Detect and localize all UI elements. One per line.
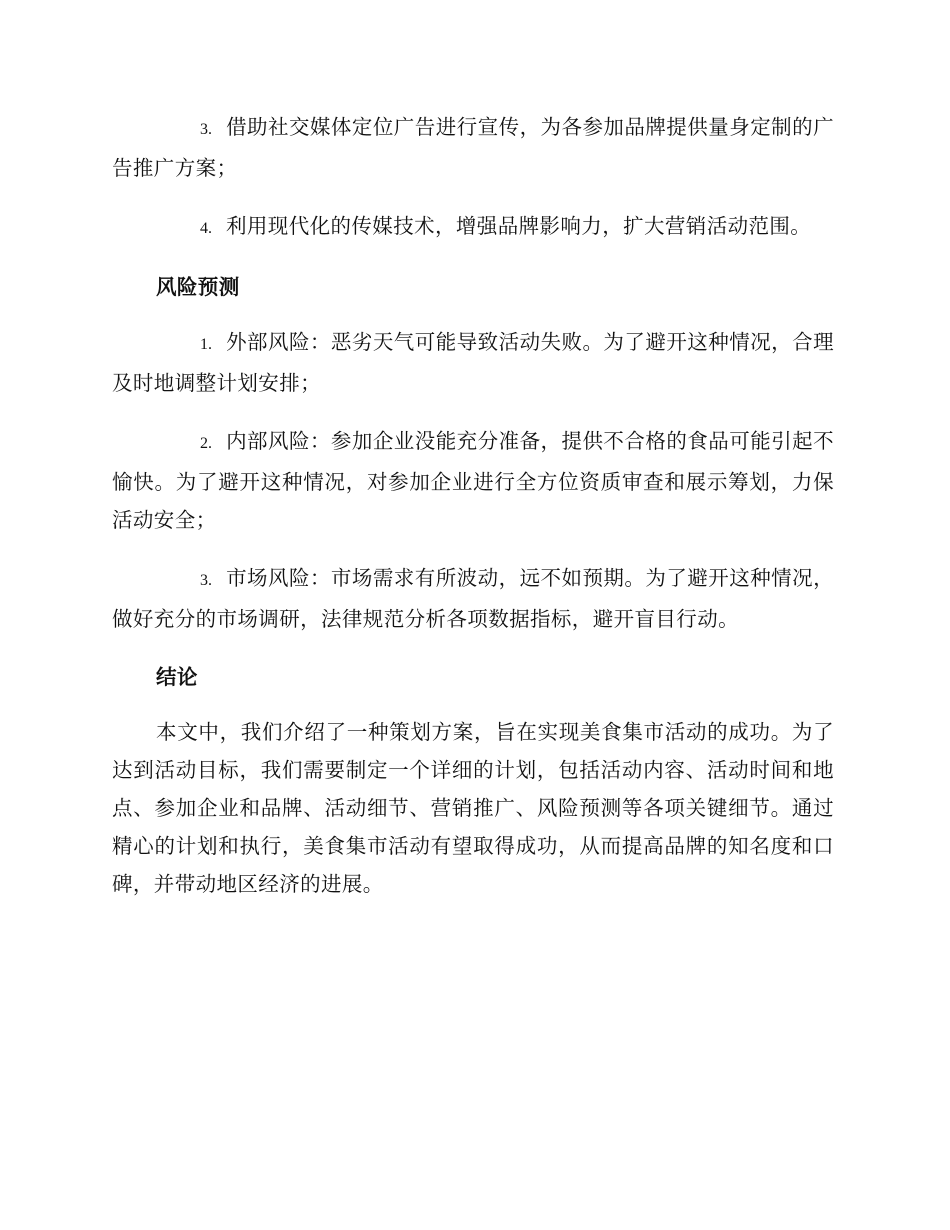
list-item-text: 外部风险：恶劣天气可能导致活动失败。为了避开这种情况，合理及时地调整计划安排； (112, 330, 834, 395)
marketing-item-3 (112, 108, 834, 187)
conclusion-paragraph: 本文中，我们介绍了一种策划方案，旨在实现美食集市活动的成功。为了达到活动目标，我们需要制定一个详细的计划，包括活动内容、活动时间和地点、参加企业和品牌、活动细节、营销推广、风险预测等各项关键细节。通过精心的计划和执行，美食集市活动有望取得成功，从而提高品牌的知名度和口碑，并带动地区经济的进展。 (112, 720, 834, 896)
risk-item-3 (112, 559, 834, 638)
list-item-text: 利用现代化的传媒技术，增强品牌影响力，扩大营销活动范围。 (226, 214, 812, 238)
risk-item-2 (112, 422, 834, 539)
document-content (112, 108, 834, 923)
marketing-item-4 (112, 207, 834, 248)
risk-heading: 风险预测 (156, 275, 240, 299)
list-number: 3. (200, 572, 212, 589)
list-item-text: 借助社交媒体定位广告进行宣传，为各参加品牌提供量身定制的广告推广方案； (112, 115, 834, 180)
list-item-text: 内部风险：参加企业没能充分准备，提供不合格的食品可能引起不愉快。为了避开这种情况，对参加企业进行全方位资质审查和展示筹划，力保活动安全； (112, 429, 834, 532)
list-item-text: 市场风险：市场需求有所波动，远不如预期。为了避开这种情况，做好充分的市场调研，法律规范分析各项数据指标，避开盲目行动。 (112, 566, 834, 631)
list-number: 4. (200, 220, 212, 237)
list-number: 2. (200, 435, 212, 452)
conclusion-heading: 结论 (156, 665, 198, 689)
list-number: 1. (200, 336, 212, 353)
list-number: 3. (200, 121, 212, 138)
risk-item-1 (112, 323, 834, 402)
